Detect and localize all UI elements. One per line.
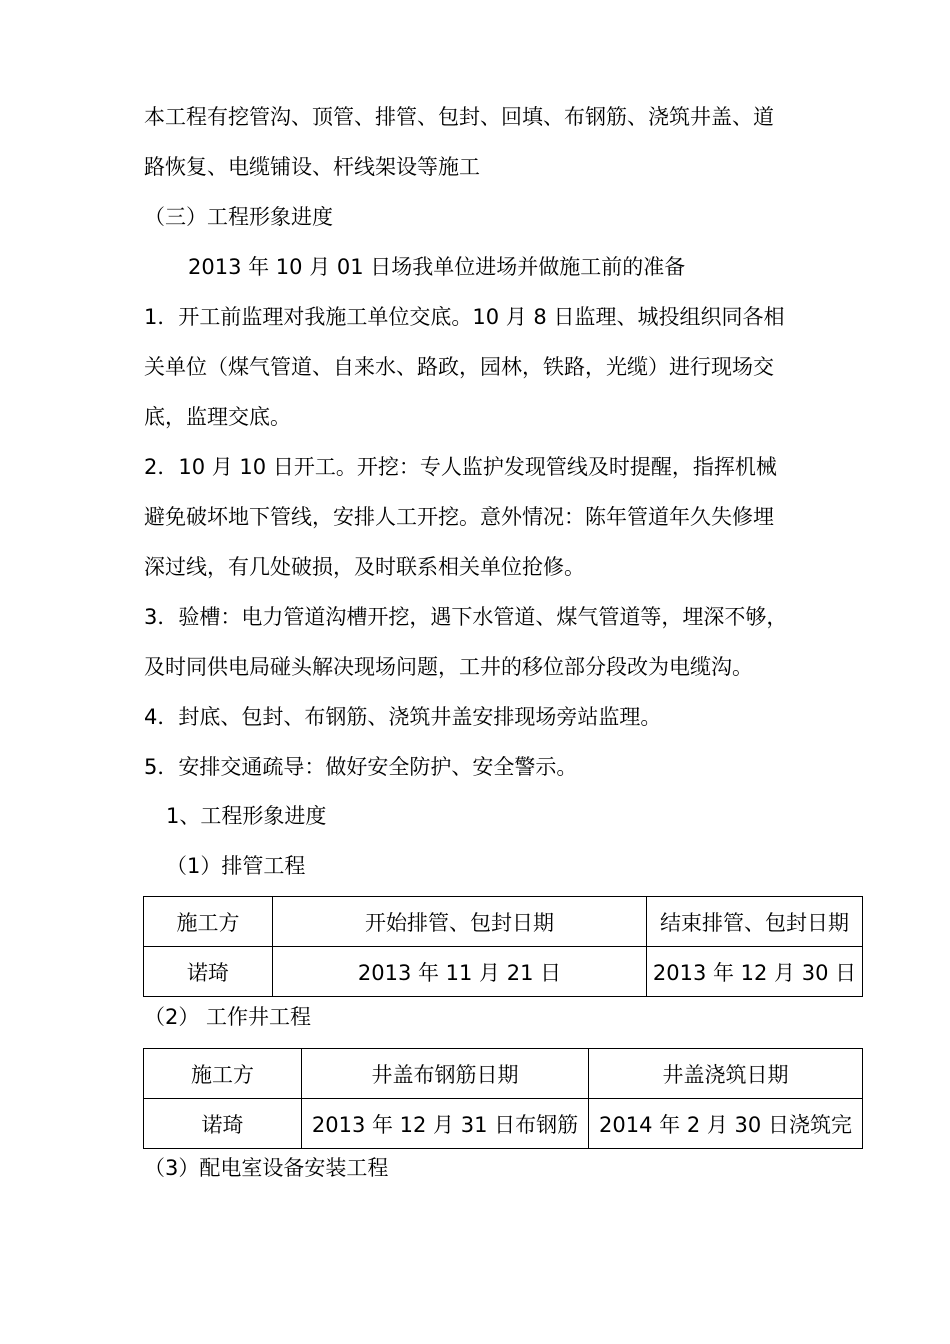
section-heading-progress: （三）工程形象进度 [144, 205, 333, 229]
table-header-row [144, 897, 863, 947]
item-3-line2: 及时同供电局碰头解决现场问题，工井的移位部分段改为电缆沟。 [144, 655, 753, 679]
item-2-line1: 2．10 月 10 日开工。开挖：专人监护发现管线及时提醒，指挥机械 [144, 455, 777, 479]
item-2-line3: 深过线，有几处破损，及时联系相关单位抢修。 [144, 555, 585, 579]
cell-end-date: 2013 年 12 月 30 日 [647, 947, 863, 997]
paragraph-scope-line1: 本工程有挖管沟、顶管、排管、包封、回填、布钢筋、浇筑井盖、道 [144, 105, 774, 129]
subheading-substation-install: （3）配电室设备安装工程 [144, 1156, 389, 1180]
subheading-progress: 1、工程形象进度 [166, 804, 327, 828]
cell-rebar-date: 2013 年 12 月 31 日布钢筋 [302, 1099, 589, 1149]
cell-start-date: 2013 年 11 月 21 日 [273, 947, 647, 997]
table-row [144, 947, 863, 997]
header-pour-date: 井盖浇筑日期 [589, 1049, 863, 1099]
item-1-line2: 关单位（煤气管道、自来水、路政，园林，铁路，光缆）进行现场交 [144, 355, 774, 379]
header-start-date: 开始排管、包封日期 [273, 897, 647, 947]
item-1-line1: 1．开工前监理对我施工单位交底。10 月 8 日监理、城投组织同各相 [144, 305, 785, 329]
table-header-row [144, 1049, 863, 1099]
cell-contractor: 诺琦 [144, 1099, 302, 1149]
paragraph-scope-line2: 路恢复、电缆铺设、杆线架设等施工 [144, 155, 480, 179]
item-4: 4．封底、包封、布钢筋、浇筑井盖安排现场旁站监理。 [144, 705, 662, 729]
item-3-line1: 3．验槽：电力管道沟槽开挖，遇下水管道、煤气管道等，埋深不够， [144, 605, 788, 629]
subheading-pipe-laying: （1）排管工程 [166, 854, 306, 878]
header-rebar-date: 井盖布钢筋日期 [302, 1049, 589, 1099]
header-end-date: 结束排管、包封日期 [647, 897, 863, 947]
item-1-line3: 底，监理交底。 [144, 405, 291, 429]
item-2-line2: 避免破坏地下管线，安排人工开挖。意外情况：陈年管道年久失修埋 [144, 505, 774, 529]
table-pipe-laying [143, 896, 863, 997]
cell-contractor: 诺琦 [144, 947, 273, 997]
table-row [144, 1099, 863, 1149]
table-work-well [143, 1048, 863, 1149]
paragraph-start-date: 2013 年 10 月 01 日场我单位进场并做施工前的准备 [188, 255, 686, 279]
header-contractor: 施工方 [144, 1049, 302, 1099]
header-contractor: 施工方 [144, 897, 273, 947]
item-5: 5．安排交通疏导：做好安全防护、安全警示。 [144, 755, 578, 779]
cell-pour-date: 2014 年 2 月 30 日浇筑完 [589, 1099, 863, 1149]
subheading-work-well: （2） 工作井工程 [144, 1005, 312, 1029]
